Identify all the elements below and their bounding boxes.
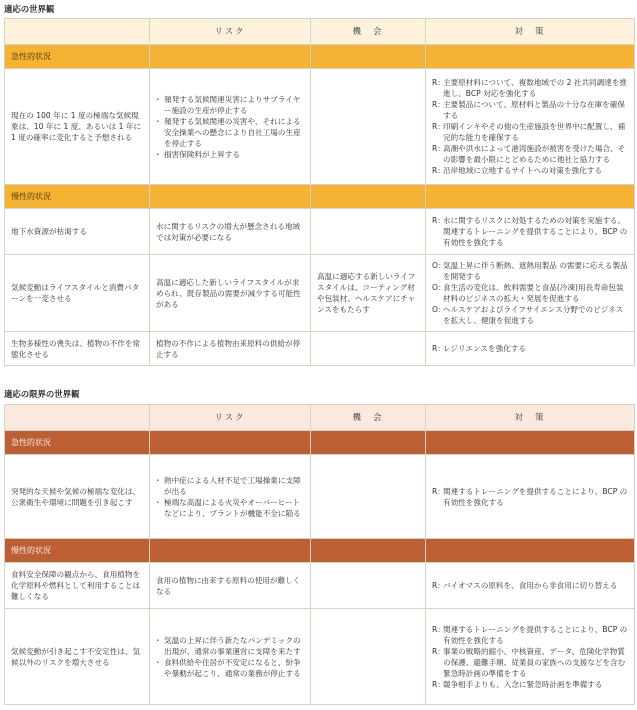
measure-item: R： 主要製品について、原材料と製品の十分な在庫を確保する: [432, 100, 625, 120]
measure-item: R： 水に関するリスクに対処するための対策を実施する。関連するトレーニングを提供することにより、BCP の有効性を強化する: [432, 216, 628, 247]
table-header-row: [5, 19, 635, 45]
measure-item: R： 沿岸地域に立地するサイトへの対策を強化する: [432, 166, 602, 175]
header-measures: 対 策: [426, 405, 635, 431]
context-cell: 地下水資源が枯渇する: [5, 209, 150, 255]
measures-list: [432, 215, 628, 248]
opportunity-cell: [311, 609, 426, 705]
opportunity-cell: [311, 332, 426, 366]
section-title-adaptation-limit: 適応の限界の世界観: [4, 389, 80, 399]
context-cell: 気候変動が引き起こす不安定性は、気候以外のリスクを増大させる: [5, 609, 150, 705]
measures-list: [432, 580, 628, 591]
adaptation-limit-table: [4, 404, 635, 705]
table-header-row: [5, 405, 635, 431]
risk-cell: [150, 69, 311, 185]
risk-cell: 植物の不作による植物由来原料の供給が停止する: [150, 332, 311, 366]
measure-item: O： 食生活の変化は、飲料需要と食品(冷凍)用長寿命包装材料のビジネスの拡大・発展を促進する: [432, 283, 624, 303]
band-row-chronic: [5, 539, 635, 563]
risk-list: [156, 635, 304, 679]
table-row: [5, 609, 635, 705]
measure-item: R： 主要原材料について、複数地域での 2 社共同調達を推進し、BCP 対応を強化する: [432, 78, 628, 98]
measures-cell: [426, 209, 635, 255]
opportunity-cell: [311, 455, 426, 539]
measure-item: R： 関連するトレーニングを提供することにより、BCP の有効性を強化する: [432, 486, 628, 507]
risk-cell: 食用の植物に由来する原料の使用が難しくなる: [150, 563, 311, 609]
measures-cell: [426, 609, 635, 705]
measure-item: O： ヘルスケアおよびライフサイエンス分野でのビジネスを拡大し、健康を促進する: [432, 305, 624, 325]
measures-list: [432, 624, 628, 690]
measures-cell: [426, 69, 635, 185]
measures-cell: [426, 563, 635, 609]
context-cell: 生物多様性の喪失は、植物の不作を常態化させる: [5, 332, 150, 366]
measures-cell: [426, 455, 635, 539]
context-cell: 現在の 100 年に 1 度の極端な気候現象は、10 年に 1 度、あるいは 1 年に 1 度の確率に変化すると予想される: [5, 69, 150, 185]
band-label-chronic: 慢性的状況: [5, 539, 150, 563]
risk-item: ・ 熱中症による人材不足で工場操業に支障が出る: [156, 475, 304, 497]
measures-list: [432, 77, 628, 176]
risk-list: [156, 475, 304, 519]
table-row: [5, 563, 635, 609]
table-row: [5, 332, 635, 366]
band-row-acute: [5, 45, 635, 69]
table-row: [5, 209, 635, 255]
measure-item: O： 気温上昇に伴う断熱、遮熱用製品 の需要に応える製品を開発する: [432, 261, 628, 281]
risk-item: ・ 極端な高温による火災やオーバーヒートなどにより、プラントが機能不全に陥る: [156, 497, 304, 519]
risk-cell: [150, 609, 311, 705]
measures-cell: [426, 255, 635, 332]
header-risk: リスク: [150, 19, 311, 45]
context-cell: 突発的な天候や気候の極端な変化は、公衆衛生や環境に問題を引き起こす: [5, 455, 150, 539]
risk-item: ・ 頻発する気候関連災害によりサプライヤー施設の生産が停止する: [156, 94, 304, 116]
opportunity-cell: 高温に適応する新しいライフスタイルは、コーティング材や包装材、ヘルスケアにチャンスをもたらす: [311, 255, 426, 332]
risk-cell: 高温に適応した新しいライフスタイルが求められ、既存製品の需要が減少する可能性がある: [150, 255, 311, 332]
measure-item: R： 関連するトレーニングを提供することにより、BCP の有効性を強化する: [432, 624, 628, 645]
band-label-acute: 急性的状況: [5, 45, 150, 69]
measure-item: R： 事業の戦略的縮小、中核資産、データ、危険化学物質の保護、避難手順、従業員の家族への支援などを含む緊急時計画の準備をする: [432, 646, 626, 678]
table-row: [5, 69, 635, 185]
opportunity-cell: [311, 563, 426, 609]
header-risk: リスク: [150, 405, 311, 431]
band-row-chronic: [5, 185, 635, 209]
risk-item: ・ 頻発する気候関連の災害や、それによる安全操業への懸念により自社工場の生産を停止する: [156, 116, 304, 149]
table-row: [5, 255, 635, 332]
risk-cell: [150, 455, 311, 539]
band-label-acute: 急性的状況: [5, 431, 150, 455]
band-row-acute: [5, 431, 635, 455]
risk-cell: 水に関するリスクの増大が懸念される地域では対策が必要になる: [150, 209, 311, 255]
risk-list: [156, 94, 304, 160]
measure-item: R： バイオマスの原料を、食用から非食用に切り替える: [432, 581, 618, 590]
opportunity-cell: [311, 69, 426, 185]
section-title-adaptation: 適応の世界観: [4, 4, 55, 14]
measure-item: R： レジリエンスを強化する: [432, 344, 526, 353]
measures-list: [432, 486, 628, 508]
risk-item: ・ 気温の上昇に伴う新たなパンデミックの出現が、通常の事業運営に支障を来たす: [156, 635, 304, 657]
measure-item: R： 高潮や洪水によって港湾施設が被害を受けた場合、その影響を最小限にとどめるために他社と協力する: [432, 144, 626, 164]
measure-item: R： 競争相手よりも、入念に緊急時計画を準備する: [432, 679, 603, 689]
context-cell: 気候変動はライフスタイルと消費パターンを一変させる: [5, 255, 150, 332]
measures-cell: [426, 332, 635, 366]
header-measures: 対 策: [426, 19, 635, 45]
risk-item: ・ 食料供給や住居が不安定になると、紛争や暴動が起こり、通常の業務が停止する: [156, 657, 304, 679]
context-cell: 食料安全保障の観点から、食用植物を化学原料や燃料として利用することは難しくなる: [5, 563, 150, 609]
risk-item: ・ 損害保険料が上昇する: [156, 149, 304, 160]
header-blank-cell: [5, 405, 150, 431]
measures-list: [432, 343, 628, 354]
header-opportunity: 機 会: [311, 405, 426, 431]
opportunity-cell: [311, 209, 426, 255]
band-label-chronic: 慢性的状況: [5, 185, 150, 209]
adaptation-table: [4, 18, 635, 366]
header-opportunity: 機 会: [311, 19, 426, 45]
measure-item: R： 印刷インキやその他の生産施設を世界中に配置し、補完的な能力を確保する: [432, 122, 626, 142]
header-blank-cell: [5, 19, 150, 45]
table-row: [5, 455, 635, 539]
measures-list: [432, 260, 628, 326]
